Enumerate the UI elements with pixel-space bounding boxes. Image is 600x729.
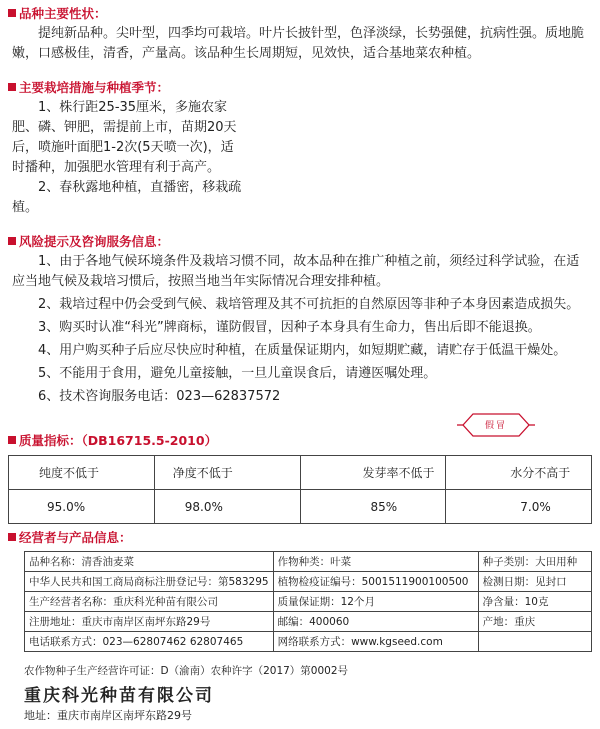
cultivation-item-2: 2、春秋露地种植，直播密，移栽疏植。 [12, 180, 242, 215]
anti-counterfeit-stamp [455, 411, 537, 439]
variety-description [12, 24, 590, 64]
quality-header-cell: 水分不高于 [446, 456, 592, 490]
info-cell: 网络联系方式：www.kgseed.com [273, 632, 478, 652]
info-cell: 电话联系方式：023—62807462 62807465 [25, 632, 274, 652]
risk-list [12, 252, 590, 410]
info-cell: 作物种类：叶菜 [273, 552, 478, 572]
risk-item: 5、不能用于食用，避免儿童接触，一旦儿童误食后，请遵医嘱处理。 [38, 366, 437, 381]
operator-info-table [24, 551, 592, 652]
red-square-icon [8, 9, 16, 17]
info-cell: 品种名称：清香油麦菜 [25, 552, 274, 572]
table-row [25, 552, 592, 572]
table-row [25, 592, 592, 612]
info-cell: 植物检疫证编号：5001511900100500 [273, 572, 478, 592]
quality-header-cell: 发芽率不低于 [300, 456, 446, 490]
quality-value-cell: 85% [300, 490, 446, 524]
variety-section-title [8, 6, 107, 22]
quality-title-text: 质量指标：（DB16715.5-2010） [19, 433, 218, 448]
red-square-icon [8, 237, 16, 245]
company-name: 重庆科光种苗有限公司 [24, 686, 214, 706]
cultivation-description [12, 98, 244, 218]
risk-item: 3、购买时认准“科光”牌商标，谨防假冒，因种子本身具有生命力，售出后即不能退换。 [38, 320, 541, 335]
operator-title-text: 经营者与产品信息： [19, 530, 132, 545]
info-cell: 净含量：10克 [478, 592, 591, 612]
table-row [25, 612, 592, 632]
license-number: 农作物种子生产经营许可证：D（渝南）农种许字（2017）第0002号 [24, 665, 349, 677]
quality-section-title [8, 433, 217, 449]
cultivation-title-text: 主要栽培措施与种植季节： [19, 80, 170, 95]
quality-header-cell: 净度不低于 [154, 456, 300, 490]
risk-item: 4、用户购买种子后应尽快应时种植，在质量保证期内，如短期贮藏，请贮存于低温干燥处。 [38, 343, 567, 358]
variety-title-text: 品种主要性状： [19, 6, 107, 21]
quality-header-cell: 纯度不低于 [9, 456, 155, 490]
info-cell: 邮编：400060 [273, 612, 478, 632]
operator-section-title [8, 530, 132, 546]
cultivation-item-1: 1、株行距25-35厘米，多施农家肥、磷、钾肥，需提前上市，苗期20天后，喷施叶面肥1-2次(5天喷一次)，适时播种，加强肥水管理有利于高产。 [12, 100, 237, 175]
info-cell: 中华人民共和国工商局商标注册登记号：第583295 [25, 572, 274, 592]
stamp-text: 假冒 [484, 421, 507, 431]
red-square-icon [8, 436, 16, 444]
variety-text: 提纯新品种。尖叶型，四季均可栽培。叶片长披针型，色泽淡绿，长势强健，抗病性强。质地脆嫩，口感极佳，清香，产量高。该品种生长周期短，见效快，适合基地菜农种植。 [12, 26, 585, 61]
red-square-icon [8, 83, 16, 91]
risk-title-text: 风险提示及咨询服务信息： [19, 234, 170, 249]
company-address: 地址：重庆市南岸区南坪东路29号 [24, 709, 192, 722]
cultivation-section-title [8, 80, 169, 96]
risk-item: 2、栽培过程中仍会受到气候、栽培管理及其不可抗拒的自然原因等非种子本身因素造成损失。 [38, 297, 580, 312]
info-cell [478, 632, 591, 652]
info-cell: 质量保证期：12个月 [273, 592, 478, 612]
red-square-icon [8, 533, 16, 541]
risk-section-title [8, 234, 169, 250]
info-cell: 产地：重庆 [478, 612, 591, 632]
info-cell: 种子类别：大田用种 [478, 552, 591, 572]
info-cell: 检测日期：见封口 [478, 572, 591, 592]
quality-value-cell: 95.0% [9, 490, 155, 524]
risk-item: 1、由于各地气候环境条件及栽培习惯不同，故本品种在推广种植之前，须经过科学试验，在适应当地气候及栽培习惯后，按照当地当年实际情况合理安排种植。 [12, 254, 580, 289]
table-row [25, 572, 592, 592]
quality-header-row [9, 456, 592, 490]
quality-value-row [9, 490, 592, 524]
risk-item: 6、技术咨询服务电话：023—62837572 [38, 389, 281, 404]
info-cell: 生产经营者名称：重庆科光种苗有限公司 [25, 592, 274, 612]
info-cell: 注册地址：重庆市南岸区南坪东路29号 [25, 612, 274, 632]
table-row [25, 632, 592, 652]
quality-table [8, 455, 592, 524]
quality-value-cell: 98.0% [154, 490, 300, 524]
quality-value-cell: 7.0% [446, 490, 592, 524]
